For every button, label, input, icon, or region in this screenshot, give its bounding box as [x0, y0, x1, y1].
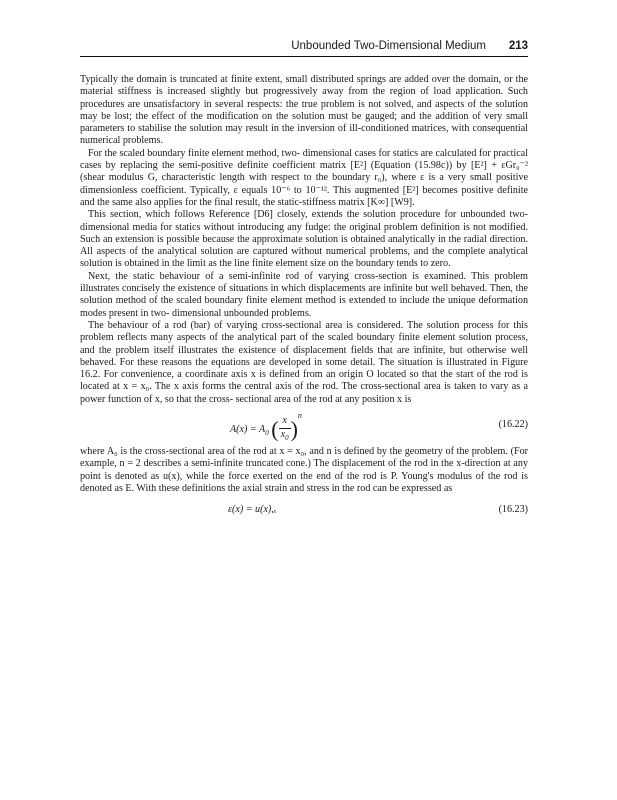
page-number: 213: [508, 40, 528, 52]
paragraph: For the scaled boundary finite element method, two- dimensional cases for statics are calculated for practical cases by replacing the semi-positive definite coefficient matrix [E²] (Equation (15.98c)) by [E²] + εGr₀⁻² (shear modulus G, characteristic length with respect to the boundary r₀), where ε is a very small positive dimensionless coefficient. Typically, ε equals 10⁻⁶ to 10⁻¹². This augmented [E²] becomes positive definite and the same also applies for the final result, the static-stiffness matrix [K∞] [W9].: [80, 147, 529, 208]
equation-16-23: [80, 495, 528, 525]
paragraph: The behaviour of a rod (bar) of varying cross-sectional area is considered. The solution process for this problem reflects many aspects of the analytical part of the scaled boundary finite element solution process, and the problem itself illustrates the existence of displacement fields that are infinite, but otherwise well behaved. For these reasons the equations are developed in some detail. The situation is illustrated in Figure 16.2. For convenience, a coordinate axis x is defined from an origin O located so that the start of the rod is located at x = x₀. The x axis forms the central axis of the rod. The cross-sectional area is taken to vary as a power function of x, so that the cross- sectional area of the rod at any position x is: [80, 319, 529, 405]
paragraph: where A₀ is the cross-sectional area of the rod at x = x₀, and n is defined by the geometry of the problem. (For example, n = 2 describes a semi-infinite truncated cone.) The displacement of the rod in the x-direction at any point is denoted as u(x), while the force exerted on the end of the rod is P. Young's modulus of the rod is denoted as E. With these definitions the axial strain and stress in the rod can be expressed as: [80, 446, 529, 494]
equation-formula: ε(x) = u(x),ₓ: [228, 504, 277, 516]
equation-16-22: [80, 406, 528, 446]
paragraph: Typically the domain is truncated at finite extent, small distributed springs are added over the domain, or the material stiffness is increased slightly but progressively away from the region of load application. Such procedures are unsatisfactory in several respects: the true problem is not solved, and aspects of the solution may be lost; the effect of the modification on the solution must be gauged; and the addition of very small parameters to stabilise the solution may result in the inversion of ill-conditioned matrices, with consequential numerical problems.: [80, 74, 529, 147]
paragraph: This section, which follows Reference [D6] closely, extends the solution procedure for unbounded two-dimensional media for statics without introducing any fudge: the original problem definition is not modified. Such an extension is possible because the approximate solution is obtained analytically in the radial direction. All aspects of the analytical solution are captured without numerical problems, and the complete analytical solution is obtained in the limit as the line finite element size on the boundary tends to zero.: [80, 209, 528, 270]
paragraph: Next, the static behaviour of a semi-infinite rod of varying cross-section is examined. This problem illustrates concisely the existence of situations in which displacements are infinite but well behaved. Then, the solution method of the scaled boundary finite element method is extended to include the unique deformation modes present in two- dimensional unbounded problems.: [80, 270, 529, 319]
body-text: [80, 74, 528, 525]
equation-number: (16.23): [498, 504, 528, 516]
page-header: [80, 38, 528, 57]
equation-formula: $A(x) = A_0$ ( $\frac{x}{x_0}$ )$^n$: [230, 411, 302, 442]
running-title: Unbounded Two-Dimensional Medium: [291, 40, 486, 52]
equation-number: (16.22): [498, 419, 528, 431]
